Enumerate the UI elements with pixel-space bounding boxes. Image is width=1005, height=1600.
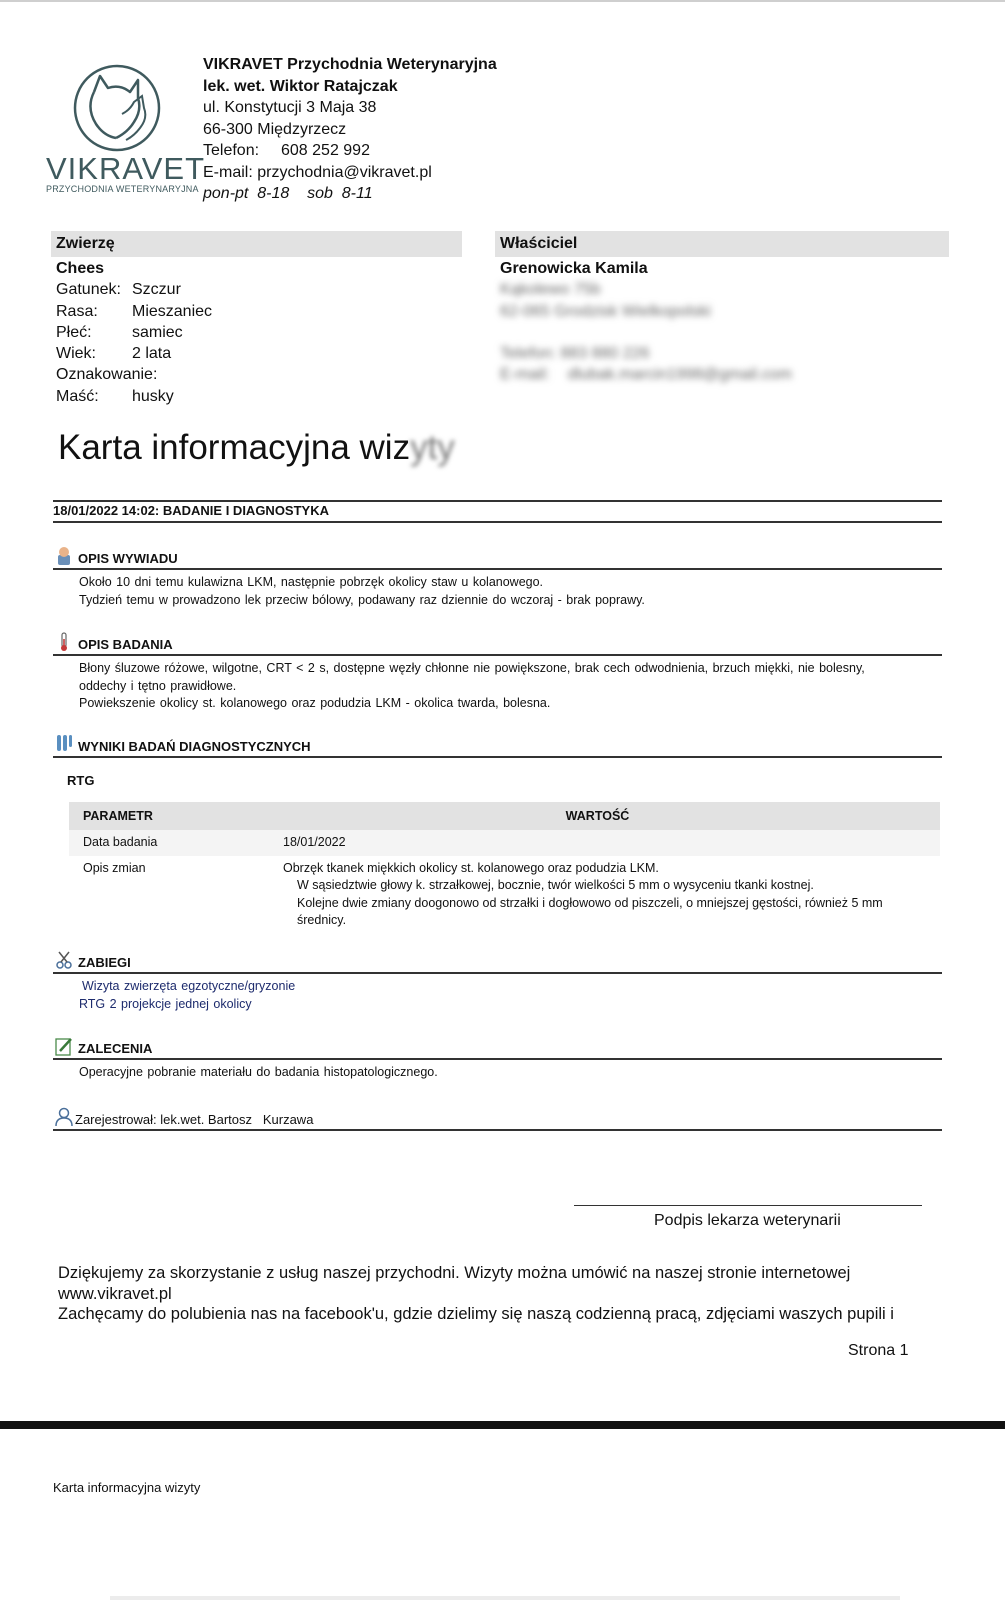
section-title-recommendations: ZALECENIA	[78, 1041, 153, 1056]
owner-address-line1: Kąkolewo 75b	[500, 281, 601, 299]
page-separator	[0, 1421, 1005, 1429]
signature-line	[574, 1205, 922, 1206]
clinic-email: przychodnia@vikravet.pl	[257, 163, 432, 181]
section-title-interview: OPIS WYWIADU	[78, 551, 178, 566]
clinic-phone: 608 252 992	[281, 142, 370, 159]
animal-field: Gatunek: Szczur	[56, 281, 181, 299]
next-page-title: Karta informacyjna wizyty	[53, 1480, 201, 1495]
table-header-row	[69, 802, 940, 830]
owner-phone: Telefon: 883 880 226	[500, 344, 650, 362]
doctor-icon	[55, 1107, 73, 1127]
section-title-procedures: ZABIEGI	[78, 955, 131, 970]
logo-wordmark: VIKRAVET	[46, 151, 206, 186]
clinic-email-row	[203, 162, 497, 184]
cat-dog-logo-icon	[72, 62, 162, 154]
col-parameter: PARAMETR	[69, 802, 255, 830]
clinic-email-label: E-mail:	[203, 163, 253, 181]
registered-text: Zarejestrował: lek.wet. Bartosz Kurzawa	[75, 1112, 314, 1127]
signature-caption: Podpis lekarza weterynarii	[654, 1212, 841, 1229]
thermometer-icon	[55, 632, 73, 652]
document-title: Karta informacyjna wizyty	[58, 428, 455, 467]
clinic-street: ul. Konstytucji 3 Maja 38	[203, 99, 377, 116]
pencil-note-icon	[55, 1036, 73, 1056]
bottom-edge	[110, 1596, 900, 1600]
param-name: Data badania	[69, 830, 255, 856]
diagnostics-table	[69, 802, 940, 934]
owner-heading: Właściciel	[495, 231, 949, 257]
param-value: 18/01/2022	[255, 830, 940, 856]
logo-subtitle: PRZYCHODNIA WETERYNARYJNA	[46, 184, 199, 194]
visit-header: 18/01/2022 14:02: BADANIE I DIAGNOSTYKA	[53, 500, 942, 523]
animal-heading: Zwierzę	[51, 231, 462, 257]
page-number: Strona 1	[848, 1342, 909, 1359]
examination-line: oddechy i tętno prawidłowe.	[79, 678, 237, 693]
section-interview	[53, 550, 942, 609]
clinic-hours: pon-pt 8-18 sob 8-11	[203, 185, 373, 202]
top-edge-line	[0, 0, 1005, 2]
section-title-diagnostics: WYNIKI BADAŃ DIAGNOSTYCZNYCH	[78, 739, 311, 754]
param-value: Obrzęk tkanek miękkich okolicy st. kolanowego oraz podudzia LKM. W sąsiedztwie głowy k. strzałkowej, bocznie, twór wielkości 5 mm o wysyceniu tkanki kostnej. Kolejne dwie zmiany doogonowo od strzałki i dogłowowo od piszczeli, o mniejszej gęstości, również 5 mm średnicy.	[283, 860, 883, 927]
examination-line: Błony śluzowe różowe, wilgotne, CRT < 2 s, dostępne węzły chłonne nie powiększone, brak cech odwodnienia, brzuch miękki, nie bolesny,	[79, 661, 865, 675]
recommendation-text: Operacyjne pobranie materiału do badania histopatologicznego.	[79, 1065, 438, 1079]
table-row	[69, 856, 940, 934]
owner-address-line2: 62-065 Grodzisk Wielkopolski	[500, 302, 711, 320]
section-procedures	[53, 954, 942, 1013]
clinic-logo	[46, 62, 206, 194]
procedure-item: Wizyta zwierzęta egzotyczne/gryzonie	[82, 979, 296, 993]
test-tubes-icon	[55, 734, 73, 754]
animal-field: Oznakowanie:	[56, 366, 158, 384]
section-diagnostics	[53, 738, 942, 758]
col-value: WARTOŚĆ	[255, 802, 940, 830]
animal-field: Wiek: 2 lata	[56, 345, 172, 363]
procedure-item: RTG 2 projekcje jednej okolicy	[79, 996, 252, 1011]
clinic-phone-row	[203, 140, 497, 162]
registered-by	[53, 1111, 942, 1131]
clinic-info	[203, 54, 497, 205]
scissors-icon	[55, 950, 73, 970]
animal-panel	[51, 231, 462, 408]
animal-name: Chees	[56, 260, 105, 277]
clinic-doctor: lek. wet. Wiktor Ratajczak	[203, 77, 398, 95]
table-row	[69, 830, 940, 856]
section-examination	[53, 636, 942, 713]
section-title-examination: OPIS BADANIA	[78, 637, 173, 652]
thank-you-note: Dziękujemy za skorzystanie z usług naszej przychodni. Wizyty można umówić na naszej stronie internetowej www.vikravet.pl Zachęcamy do polubienia nas na facebook'u, gdzie dzielimy się naszą codzienną pracą, zdjęciami waszych pupili i	[58, 1264, 894, 1323]
interview-line: Tydzień temu w prowadzono lek przeciw bólowy, podawany raz dziennie do wczoraj - brak poprawy.	[79, 592, 645, 607]
animal-field: Rasa: Mieszaniec	[56, 302, 213, 320]
interview-line: Około 10 dni temu kulawizna LKM, następnie pobrzęk okolicy staw u kolanowego.	[79, 575, 544, 589]
animal-field: Płeć: samiec	[56, 323, 183, 341]
interview-icon	[55, 546, 73, 566]
animal-field: Maść: husky	[56, 387, 174, 405]
examination-line: Powiekszenie okolicy st. kolanowego oraz podudzia LKM - okolica twarda, bolesna.	[79, 696, 551, 710]
clinic-phone-label: Telefon:	[203, 142, 260, 159]
section-recommendations	[53, 1040, 942, 1082]
owner-panel	[495, 231, 949, 386]
param-name: Opis zmian	[83, 860, 146, 875]
clinic-city: 66-300 Międzyrzecz	[203, 120, 347, 138]
owner-email: E-mail: dlubak.marcin1998@gmail.com	[500, 366, 792, 384]
owner-name: Grenowicka Kamila	[500, 260, 648, 277]
clinic-name: VIKRAVET Przychodnia Weterynaryjna	[203, 56, 497, 73]
rtg-group-label: RTG	[67, 773, 95, 788]
